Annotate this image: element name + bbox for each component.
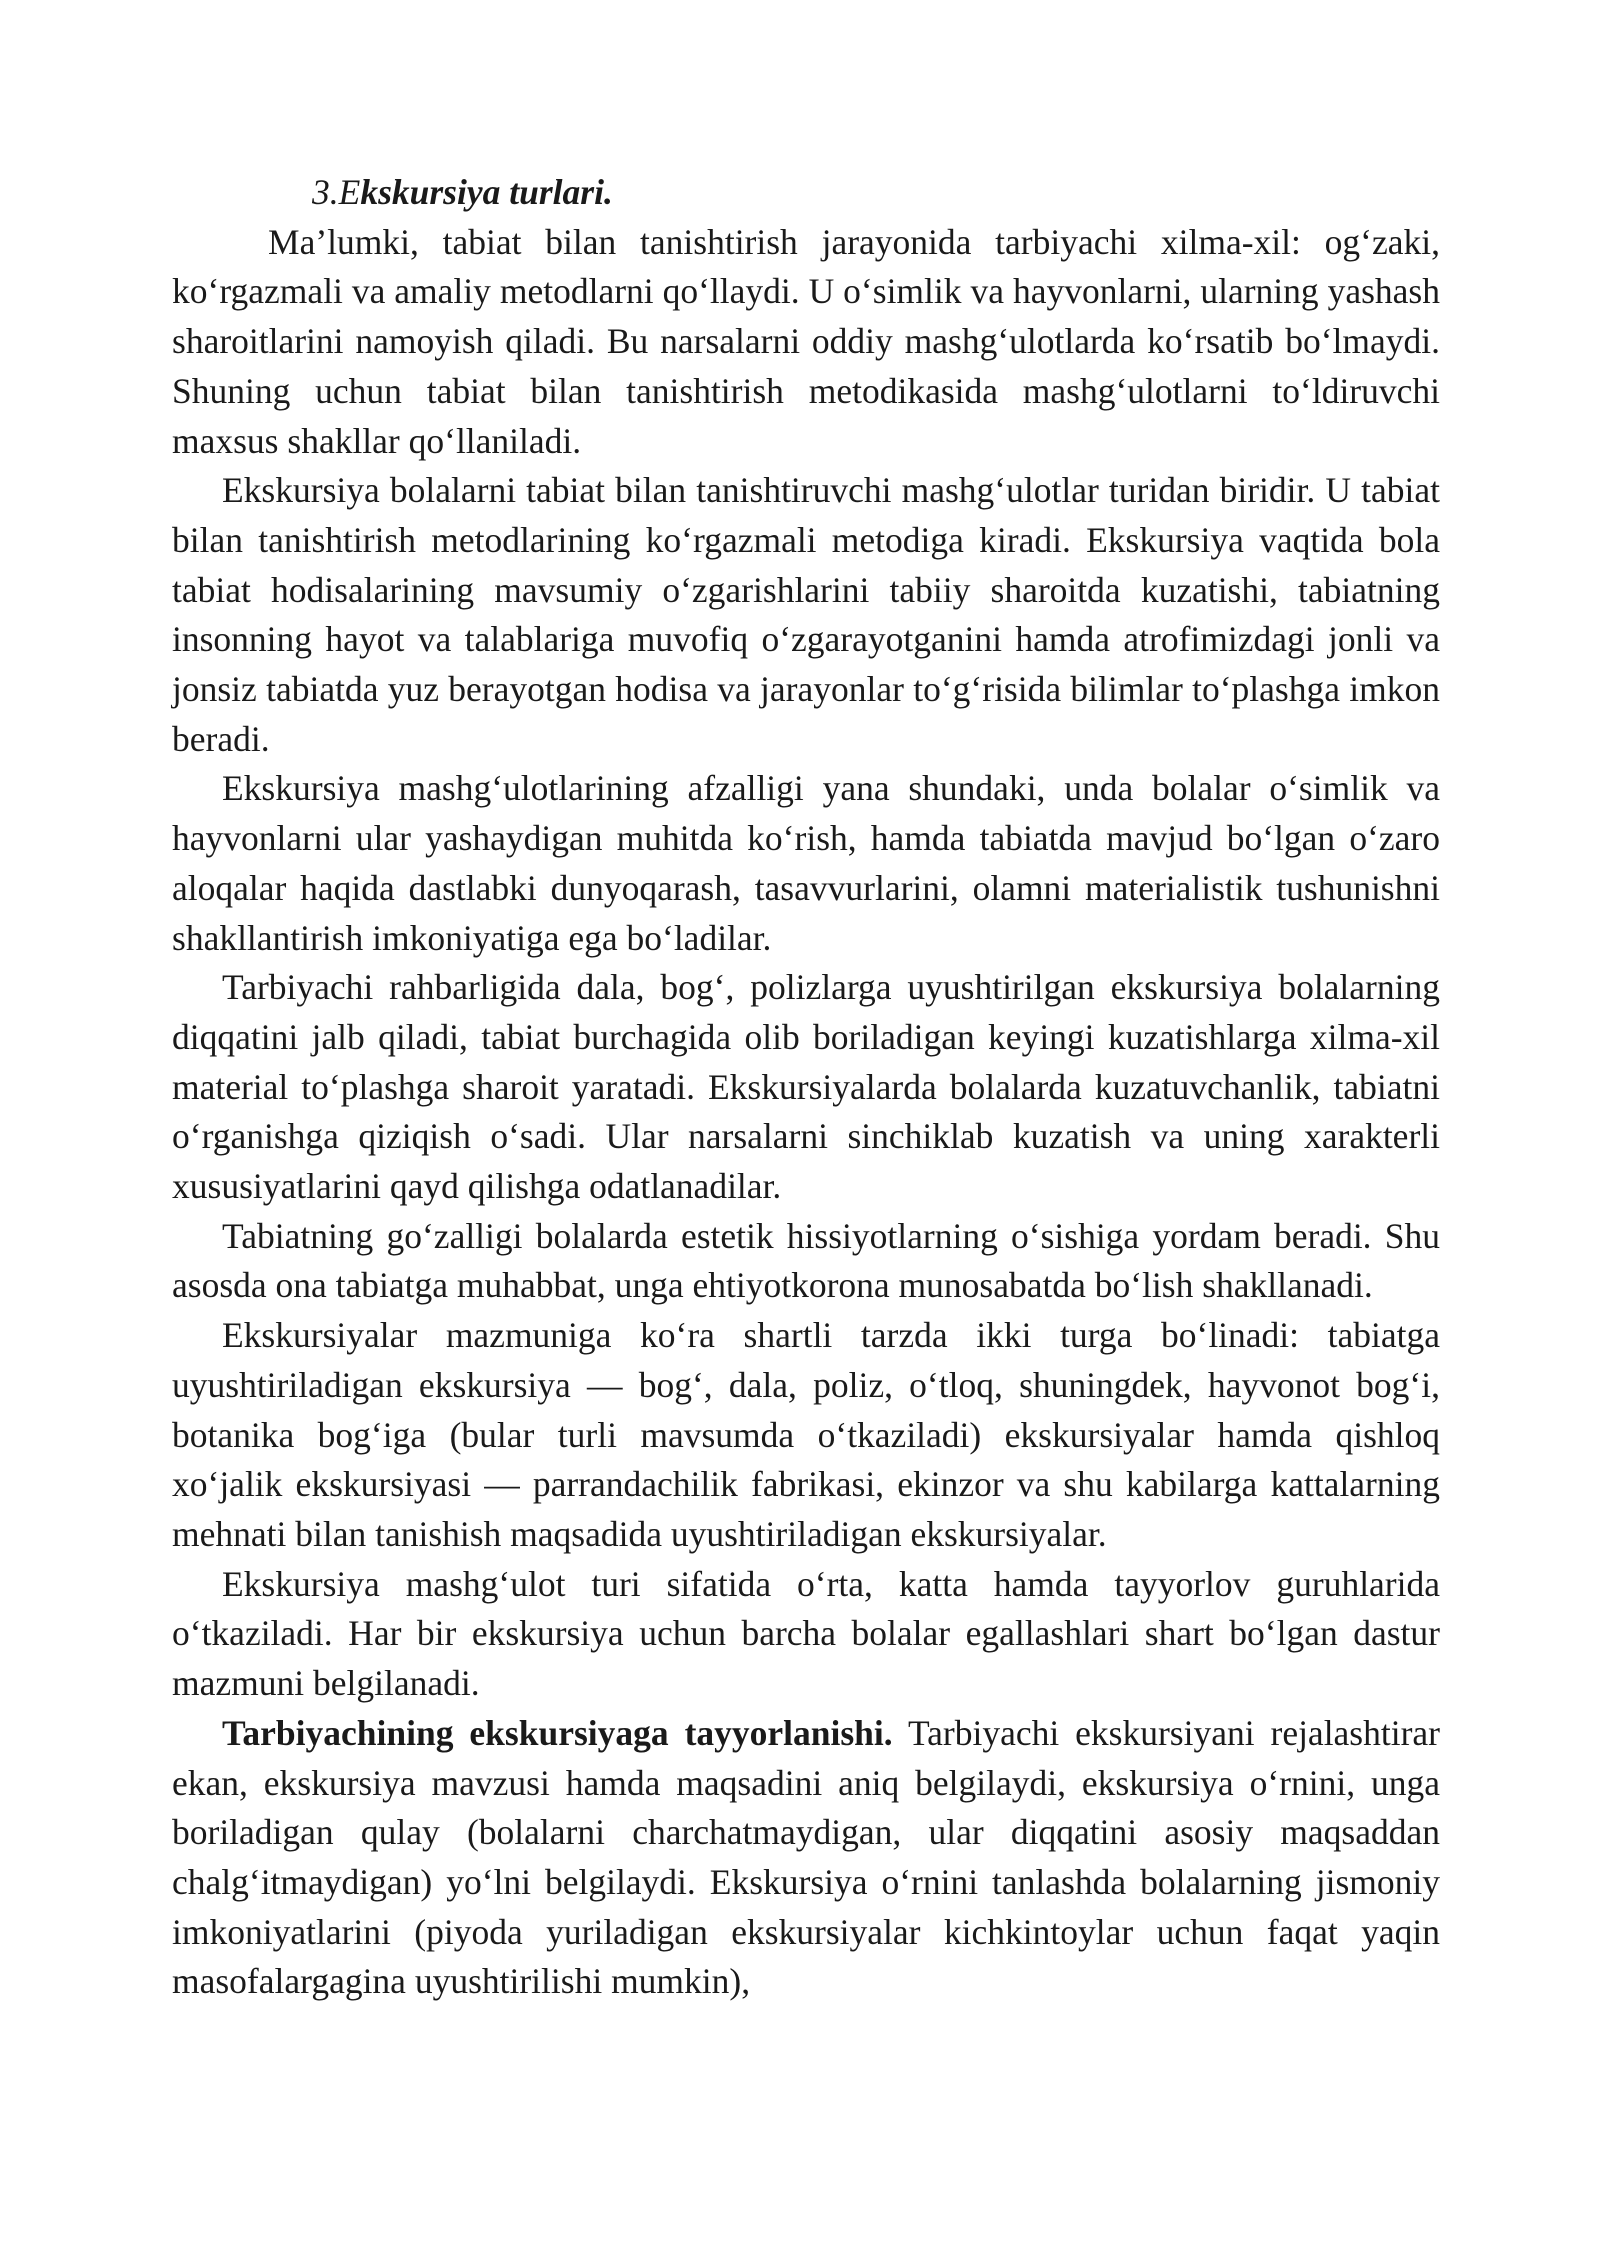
section-heading: [312, 168, 1440, 218]
paragraph-lead-heading: Tarbiyachining ekskursiyaga tayyorlanishi.: [222, 1712, 893, 1753]
paragraph: Tabiatning go‘zalligi bolalarda estetik hissiyotlarning o‘sishiga yordam beradi. Shu asosda ona tabiatga muhabbat, unga ehtiyotkorona munosabatda bo‘lish shakllanadi.: [172, 1215, 1440, 1306]
paragraph: Ekskursiya bolalarni tabiat bilan tanishtiruvchi mashg‘ulotlar turidan biridir. U tabiat bilan tanishtirish metodlarining ko‘rgazmali metodiga kiradi. Ekskursiya vaqtida bola tabiat hodisalarining mavsumiy o‘zgarishlarini tabiiy sharoitda kuzatishi, tabiatning insonning hayot va talablariga muvofiq o‘zgarayotganini hamda atrofimizdagi jonli va jonsiz tabiatda yuz berayotgan hodisa va jarayonlar to‘g‘risida bilimlar to‘plashga imkon beradi.: [172, 470, 1440, 759]
paragraph-last: [172, 1709, 1440, 2007]
document-page: [172, 168, 1440, 2007]
paragraph: Ekskursiyalar mazmuniga ko‘ra shartli tarzda ikki turga bo‘linadi: tabiatga uyushtiriladigan ekskursiya — bog‘, dala, poliz, o‘tloq, shuningdek, hayvonot bog‘i, botanika bog‘iga (bular turli mavsumda o‘tkaziladi) ekskursiyalar hamda qishloq xo‘jalik ekskursiyasi — parrandachilik fabrikasi, ekinzor va shu kabilarga kattalarning mehnati bilan tanishish maqsadida uyushtiriladigan ekskursiyalar.: [172, 1315, 1440, 1554]
section-title: kskursiya turlari.: [360, 172, 613, 212]
paragraph: Ekskursiya mashg‘ulot turi sifatida o‘rta, katta hamda tayyorlov guruhlarida o‘tkaziladi. Har bir ekskursiya uchun barcha bolalar egallashlari shart bo‘lgan dastur mazmuni belgilanadi.: [172, 1563, 1440, 1704]
paragraph-text: Tarbiyachi ekskursiyani rejalashtirar ekan, ekskursiya mavzusi hamda maqsadini aniq belgilaydi, ekskursiya o‘rnini, unga boriladigan qulay (bolalarni charchatmaydigan, ular diqqatini asosiy maqsaddan chalg‘itmaydigan) yo‘lni belgilaydi. Ekskursiya o‘rnini tanlashda bolalarning jismoniy imkoniyatlarini (piyoda yuriladigan ekskursiyalar kichkintoylar uchun faqat yaqin masofalargagina uyushtirilishi mumkin),: [172, 1712, 1441, 2002]
paragraph: Ma’lumki, tabiat bilan tanishtirish jarayonida tarbiyachi xilma-xil: og‘zaki, ko‘rgazmali va amaliy metodlarni qo‘llaydi. U o‘simlik va hayvonlarni, ularning yashash sharoitlarini namoyish qiladi. Bu narsalarni oddiy mashg‘ulotlarda ko‘rsatib bo‘lmaydi. Shuning uchun tabiat bilan tanishtirish metodikasida mashg‘ulotlarni to‘ldiruvchi maxsus shakllar qo‘llaniladi.: [172, 221, 1440, 461]
paragraph: Tarbiyachi rahbarligida dala, bog‘, polizlarga uyushtirilgan ekskursiya bolalarning diqqatini jalb qiladi, tabiat burchagida olib boriladigan keyingi kuzatishlarga xilma-xil material to‘plashga sharoit yaratadi. Ekskursiyalarda bolalarda kuzatuvchanlik, tabiatni o‘rganishga qiziqish o‘sadi. Ular narsalarni sinchiklab kuzatish va uning xarakterli xususiyatlarini qayd qilishga odatlanadilar.: [172, 967, 1440, 1207]
paragraph: Ekskursiya mashg‘ulotlarining afzalligi yana shundaki, unda bolalar o‘simlik va hayvonlarni ular yashaydigan muhitda ko‘rish, hamda tabiatda mavjud bo‘lgan o‘zaro aloqalar haqida dastlabki dunyoqarash, tasavvurlarini, olamni materialistik tushunishni shakllantirish imkoniyatiga ega bo‘ladilar.: [172, 768, 1440, 958]
section-number: 3.E: [312, 172, 361, 212]
